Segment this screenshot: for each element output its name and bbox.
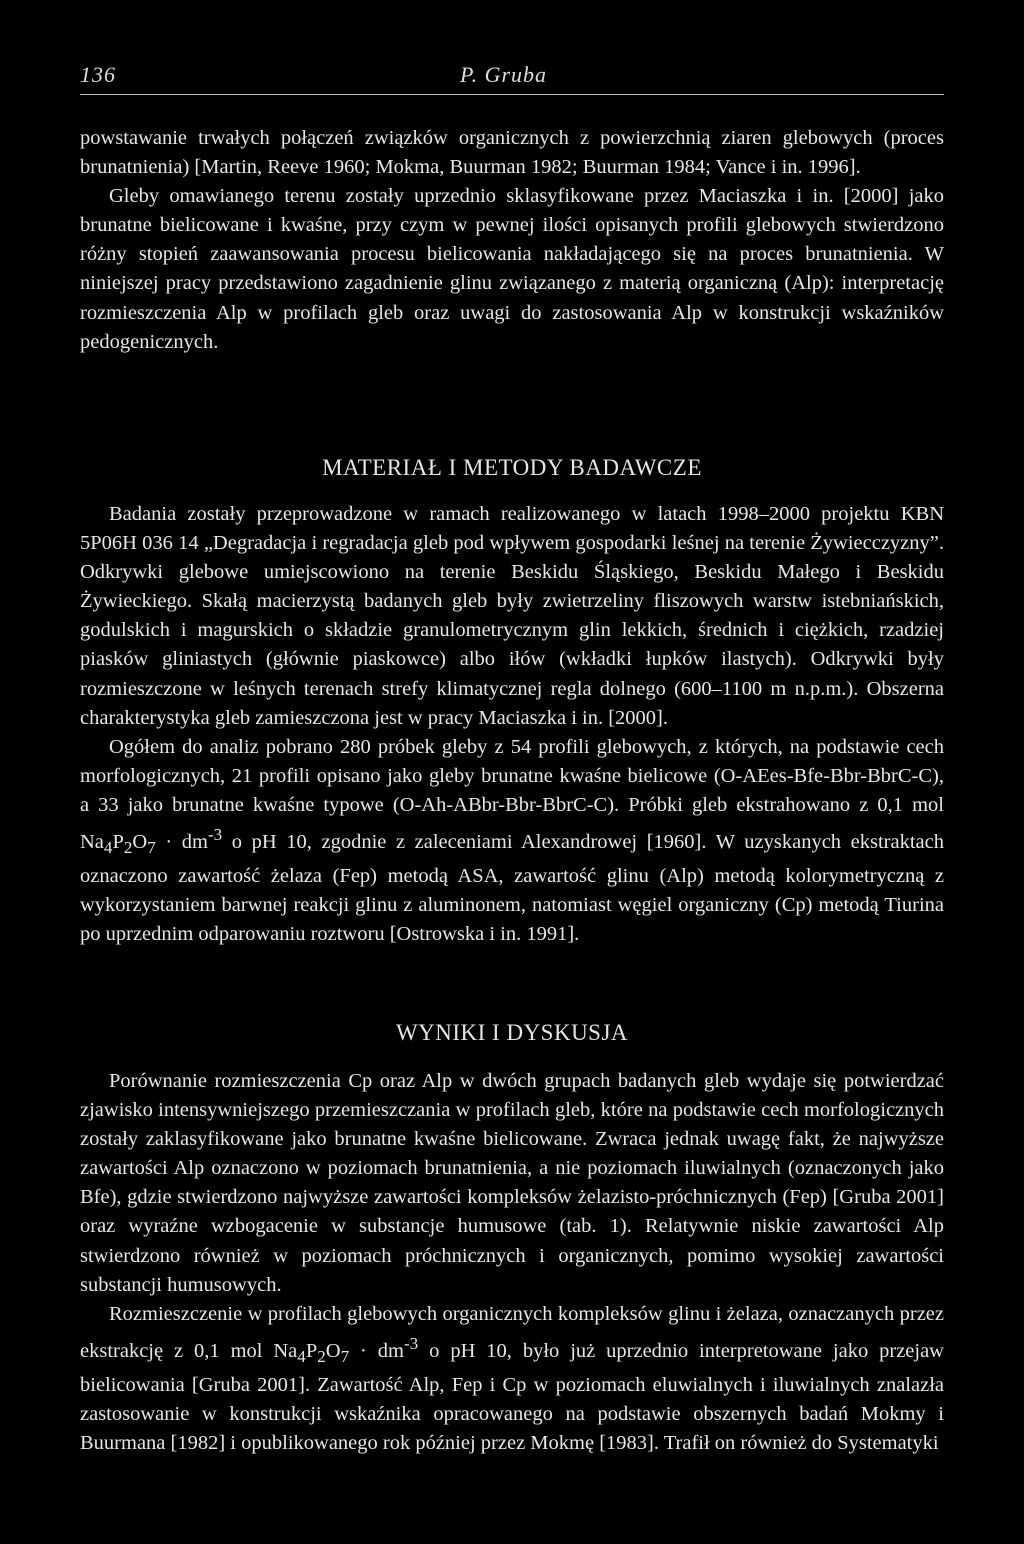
text-run: P xyxy=(305,1339,318,1362)
page-number: 136 xyxy=(80,62,116,87)
text-run: P xyxy=(112,830,124,853)
subscript: 7 xyxy=(147,837,156,857)
paragraph: Badania zostały przeprowadzone w ramach realizowanego w latach 1998–2000 projektu KBN 5P06H 036 14 „Degradacja i regradacja gleb pod wpływem gospodarki leśnej na terenie Żywiecczyzny”. Odkrywki glebowe umiejscowiono na terenie Beskidu Śląskiego, Beskidu Małego i Beskidu Żywieckiego. Skałą macierzystą badanych gleb były zwietrzeliny fliszowych warstw istebniańskich, godulskich i magurskich o składzie granulometrycznym glin lekkich, średnich i ciężkich, rzadziej piasków gliniastych (głównie piaskowce) albo iłów (wkładki łupków ilastych). Odkrywki były rozmieszczone w leśnych terenach strefy klimatycznej regla dolnego (600–1100 m n.p.m.). Obszerna charakterystyka gleb zamieszczona jest w pracy Maciaszka i in. [2000]. xyxy=(80,503,944,729)
superscript: -3 xyxy=(207,825,223,845)
text-run: · dm xyxy=(349,1339,404,1362)
text-run: o pH 10, było już uprzednio interpretowane jako przejaw bielicowania [Gruba 2001]. Zawartość Alp, Fep i Cp w poziomach eluwialnych i iluwialnych znalazła zastosowanie w konstrukcji wskaźnika opracowanego na podstawie obszernych badań Mokmy i Buurmana [1982] i opublikowanego rok później przez Mokmę [1983]. Trafił on również do Systematyki xyxy=(80,1339,944,1455)
paragraph: Gleby omawianego terenu zostały uprzednio sklasyfikowane przez Maciaszka i in. [2000] jako brunatne bielicowane i kwaśne, przy czym w pewnej ilości opisanych profili glebowych stwierdzono różny stopień zaawansowania procesu bielicowania nakładającego się na proces brunatnienia. W niniejszej pracy przedstawiono zagadnienie glinu związanego z materią organiczną (Alp): interpretację rozmieszczenia Alp w profilach gleb oraz uwagi do zastosowania Alp w konstrukcji wskaźników pedogenicznych. xyxy=(80,185,944,353)
text-run: O xyxy=(325,1339,341,1362)
results-text xyxy=(80,1067,944,1458)
text-run: o pH 10, zgodnie z zaleceniami Alexandrowej [1960]. W uzyskanych ekstraktach oznaczono zawartość żelaza (Fep) metodą ASA, zawartość glinu (Alp) metodą kolorymetryczną z wykorzystaniem barwnej reakcji glinu z aluminonem, natomiast węgiel organiczny (Cp) metodą Tiurina po uprzednim odparowaniu roztworu [Ostrowska i in. 1991]. xyxy=(80,830,944,946)
subscript: 4 xyxy=(297,1346,306,1366)
paragraph xyxy=(80,733,944,950)
superscript: -3 xyxy=(404,1333,419,1353)
text-run: Rozmieszczenie w profilach glebowych organicznych kompleksów glinu i żelaza, oznaczanych przez ekstrakcję z 0,1 mol Na xyxy=(80,1302,944,1362)
text-run: O xyxy=(132,830,148,853)
section-heading-results: WYNIKI I DYSKUSJA xyxy=(395,1020,629,1045)
running-head-author: P. Gruba xyxy=(460,62,548,87)
intro-text xyxy=(80,124,944,357)
text-run: · dm xyxy=(155,830,208,853)
paragraph: powstawanie trwałych połączeń związków organicznych z powierzchnią ziaren glebowych (proces brunatnienia) [Martin, Reeve 1960; Mokma, Buurman 1982; Buurman 1984; Vance i in. 1996]. xyxy=(80,127,944,179)
subscript: 4 xyxy=(103,837,113,857)
methods-text xyxy=(80,500,944,949)
paragraph: Porównanie rozmieszczenia Cp oraz Alp w dwóch grupach badanych gleb wydaje się potwierdzać zjawisko intensywniejszego przemieszczania w profilach gleb, które na podstawie cech morfologicznych zostały zaklasyfikowane jako brunatne kwaśne bielicowane. Zwraca jednak uwagę fakt, że najwyższe zawartości Alp oznaczono w poziomach brunatnienia, a nie poziomach iluwialnych (oznaczonych jako Bfe), gdzie stwierdzono najwyższe zawartości kompleksów żelazisto-próchnicznych (Fep) [Gruba 2001] oraz wyraźne wzbogacenie w substancje humusowe (tab. 1). Relatywnie niskie zawartości Alp stwierdzono również w poziomach próchnicznych i organicznych, pomimo wysokiej zawartości substancji humusowych. xyxy=(80,1070,944,1296)
text-run: Ogółem do analiz pobrano 280 próbek gleby z 54 profili glebowych, z których, na podstawie cech morfologicznych, 21 profili opisano jako gleby brunatne kwaśne bielicowe (O-AEes-Bfe-Bbr-BbrC-C), a 33 jako brunatne kwaśne typowe (O-Ah-ABbr-Bbr-BbrC-C). Próbki gleb ekstrahowano z 0,1 mol Na xyxy=(80,735,944,853)
subscript: 7 xyxy=(340,1346,350,1366)
running-header xyxy=(80,62,944,95)
subscript: 2 xyxy=(317,1346,326,1366)
paragraph xyxy=(80,1300,944,1458)
subscript: 2 xyxy=(123,837,133,857)
section-heading-methods: MATERIAŁ I METODY BADAWCZE xyxy=(322,455,702,480)
